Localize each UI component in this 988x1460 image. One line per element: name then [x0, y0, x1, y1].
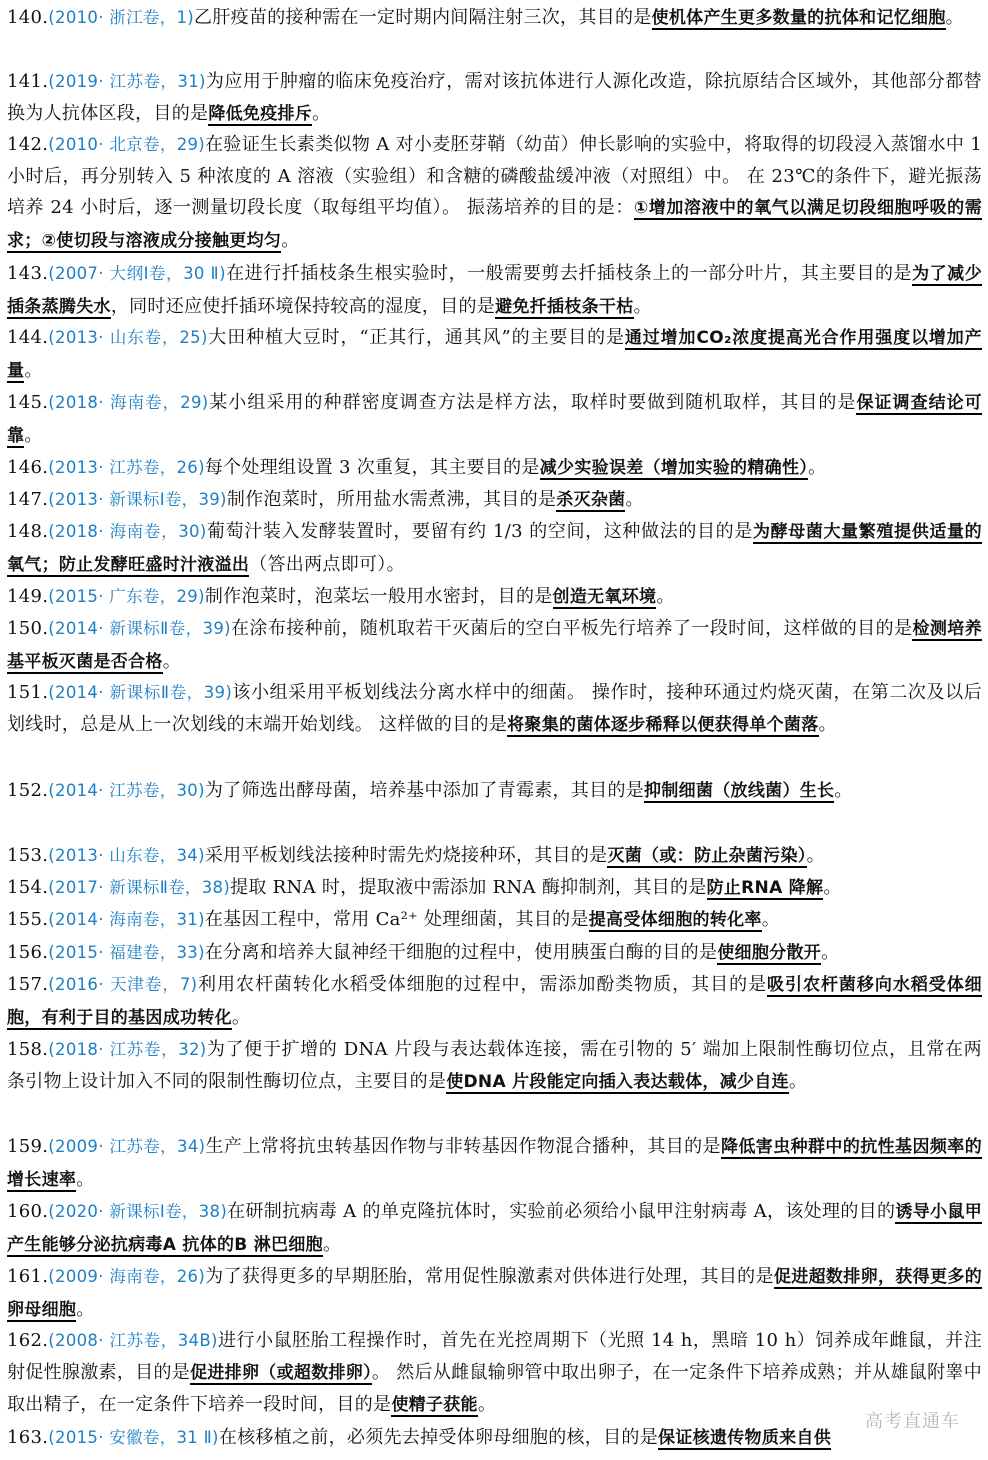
question-163 [7, 1422, 982, 1455]
question-142 [7, 129, 982, 257]
question-text: 乙肝疫苗的接种需在一定时期内间隔注射三次，其目的是 [194, 7, 652, 28]
exam-source: (2017· 新课标Ⅱ卷，38) [48, 878, 231, 897]
exam-source: (2013· 山东卷，25) [48, 328, 208, 347]
question-text: 在研制抗病毒 A 的单克隆抗体时，实验前必须给小鼠甲注射病毒 A，该处理的目的 [227, 1201, 896, 1222]
question-151 [7, 677, 982, 741]
question-144 [7, 322, 982, 387]
question-tail: 。 [24, 359, 43, 381]
answer: 将聚集的菌体逐步稀释以便获得单个菌落 [507, 714, 819, 735]
question-text: 在进行扦插枝条生根实验时，一般需要剪去扦插枝条上的一部分叶片，其主要目的是 [225, 263, 913, 284]
answer: 减少实验误差（增加实验的精确性） [539, 458, 809, 478]
exam-source: (2013· 山东卷，34) [48, 846, 205, 865]
question-number: 150. [7, 618, 49, 639]
question-number: 151. [7, 682, 49, 703]
exam-source: (2014· 海南卷，31) [48, 910, 205, 929]
question-text: 提取 RNA 时，提取液中需添加 RNA 酶抑制剂，其目的是 [230, 877, 707, 898]
question-tail: 。 [76, 1168, 95, 1190]
question-number: 149. [7, 586, 49, 607]
question-tail: （答出两点即可）。 [249, 553, 405, 575]
exam-source: (2018· 江苏卷，32) [48, 1040, 207, 1059]
exam-source: (2015· 广东卷，29) [48, 587, 205, 606]
answer: 促进排卵（或超数排卵） [190, 1362, 372, 1383]
answer: ①增加溶液中的氧气以满足切段细胞呼吸的需求；②使切段与溶液成分接触更均匀 [7, 198, 982, 251]
question-152 [7, 775, 982, 808]
question-text: 生产上常将抗虫转基因作物与非转基因作物混合播种，其目的是 [205, 1136, 721, 1157]
answer: 为酵母菌大量繁殖提供适量的氧气；防止发酵旺盛时汁液溢出 [7, 522, 982, 575]
question-text: 每个处理组设置 3 次重复，其主要目的是 [204, 457, 540, 478]
answer: 保证调查结论可靠 [7, 393, 982, 446]
exam-source: (2013· 江苏卷，26) [48, 458, 205, 477]
question-text: 葡萄汁装入发酵装置时，要留有约 1/3 的空间，这种做法的目的是 [206, 521, 753, 542]
watermark: 高考直通车 [865, 1411, 960, 1432]
question-tail: 。 [945, 7, 964, 28]
answer-2: 使精子获能 [391, 1395, 478, 1415]
answer: 使细胞分散开 [717, 943, 822, 963]
question-157 [7, 969, 982, 1034]
question-number: 162. [7, 1330, 49, 1351]
question-number: 155. [7, 909, 49, 930]
exam-source: (2008· 江苏卷，34B) [48, 1331, 218, 1350]
question-146 [7, 452, 982, 485]
answer: 为了减少插条蒸腾失水 [7, 264, 982, 317]
question-text: 在验证生长素类似物 A 对小麦胚芽鞘（幼苗）伸长影响的实验中，将取得的切段浸入蒸馏水中 1 小时后，再分别转入 5 种浓度的 A 溶液（实验组）和含糖的磷酸盐缓冲液（对照组）中。 在 23℃的条件下，避光振荡培养 24 小时后，逐一测量切段长度（取每组平均值）。 振荡培养的目的是： [7, 134, 982, 218]
answer: 灭菌（或：防止杂菌污染） [607, 846, 807, 866]
answer: 通过增加CO₂浓度提高光合作用强度以增加产量 [7, 328, 982, 381]
exam-source: (2016· 天津卷，7) [48, 975, 198, 994]
question-148 [7, 516, 982, 581]
question-text: 进行小鼠胚胎工程操作时，首先在光控周期下（光照 14 h，黑暗 10 h）饲养成年雌鼠，并注射促性腺激素，目的是 [7, 1330, 982, 1383]
answer: 促进超数排卵，获得更多的卵母细胞 [7, 1267, 982, 1320]
question-text: 为了便于扩增的 DNA 片段与表达载体连接，需在引物的 5′ 端加上限制性酶切位点，且常在两条引物上设计加入不同的限制性酶切位点，主要目的是 [7, 1039, 982, 1092]
exam-source: (2014· 新课标Ⅱ卷，39) [48, 683, 233, 702]
question-number: 157. [7, 974, 49, 995]
answer: 创造无氧环境 [552, 587, 657, 607]
question-text: 在基因工程中，常用 Ca²⁺ 处理细菌，其目的是 [204, 909, 589, 930]
question-tail: 。 [76, 1298, 95, 1320]
question-text: 利用农杆菌转化水稻受体细胞的过程中，需添加酚类物质，其目的是 [197, 974, 768, 995]
question-number: 147. [7, 489, 49, 510]
answer: 检测培养基平板灭菌是否合格 [7, 619, 982, 672]
exam-source: (2018· 海南卷，30) [48, 522, 207, 541]
question-tail: 。 [322, 1233, 342, 1255]
question-text: 在涂布接种前，随机取若干灭菌后的空白平板先行培养了一段时间，这样做的目的是 [230, 618, 913, 639]
question-tail: 。 [806, 845, 825, 866]
answer-2: 避免扦插枝条干枯 [495, 296, 634, 317]
exam-source: (2007· 大纲Ⅰ卷，30 Ⅱ) [48, 264, 226, 283]
answer: 杀灭杂菌 [556, 490, 626, 510]
answer: 使DNA 片段能定向插入表达载体，减少自连 [446, 1071, 789, 1092]
question-158 [7, 1034, 982, 1098]
question-number: 144. [7, 327, 49, 348]
question-tail-2: 。 [633, 295, 652, 317]
exam-source: (2010· 北京卷，29) [48, 135, 206, 154]
question-160 [7, 1196, 982, 1261]
question-tail: 。 [162, 650, 182, 672]
answer: 使机体产生更多数量的抗体和记忆细胞 [651, 8, 946, 28]
question-154 [7, 872, 982, 905]
exam-source: (2018· 海南卷，29) [48, 393, 209, 412]
question-tail: 。 [761, 909, 781, 930]
question-155 [7, 904, 982, 937]
question-tail: 。 [808, 457, 827, 478]
question-text: 在核移植之前，必须先去掉受体卵母细胞的核，目的是 [218, 1427, 659, 1448]
answer: 降低免疫排斥 [208, 103, 313, 124]
question-text: 某小组采用的种群密度调查方法是样方法，取样时要做到随机取样，其目的是 [208, 392, 857, 413]
exam-source: (2009· 江苏卷，34) [48, 1137, 206, 1156]
question-tail: 。 [231, 1006, 251, 1028]
question-text: 该小组采用平板划线法分离水样中的细菌。 操作时，接种环通过灼烧灭菌，在第二次及以后划线时，总是从上一次划线的末端开始划线。 这样做的目的是 [7, 682, 982, 735]
question-text: 为应用于肿瘤的临床免疫治疗，需对该抗体进行人源化改造，除抗原结合区域外，其他部分都替换为人抗体区段，目的是 [7, 71, 982, 124]
question-number: 154. [7, 877, 49, 898]
question-number: 141. [7, 71, 49, 92]
question-156 [7, 937, 982, 970]
question-number: 142. [7, 134, 49, 155]
question-number: 148. [7, 521, 49, 542]
question-text: 在分离和培养大鼠神经干细胞的过程中，使用胰蛋白酶的目的是 [204, 942, 718, 963]
question-text: 为了获得更多的早期胚胎，常用促性腺激素对供体进行处理，其目的是 [205, 1266, 774, 1287]
question-tail: 。 [788, 1070, 808, 1092]
question-tail: 。 然后从雌鼠输卵管中取出卵子，在一定条件下培养成熟；并从雄鼠附睾中取出精子，在一定条件下培养一段时间，目的是 [7, 1361, 983, 1415]
question-number: 156. [7, 942, 49, 963]
question-number: 140. [7, 7, 49, 28]
exam-source: (2020· 新课标Ⅰ卷，38) [48, 1202, 228, 1221]
question-tail: 。 [281, 229, 300, 251]
exam-source: (2019· 江苏卷，31) [48, 72, 206, 91]
answer: 降低害虫种群中的抗性基因频率的增长速率 [7, 1137, 982, 1190]
question-number: 145. [7, 392, 49, 413]
question-tail: 。 [656, 586, 675, 607]
question-tail: 。 [834, 780, 853, 801]
question-145 [7, 387, 982, 452]
question-141 [7, 66, 982, 130]
question-number: 163. [7, 1427, 49, 1448]
exam-source: (2014· 新课标Ⅱ卷，39) [48, 619, 231, 638]
question-140 [7, 2, 982, 35]
exam-source: (2014· 江苏卷，30) [48, 781, 205, 800]
question-number: 143. [7, 263, 49, 284]
question-tail: 。 [818, 713, 837, 735]
question-159 [7, 1131, 982, 1196]
exam-source: (2013· 新课标Ⅰ卷，39) [48, 490, 227, 509]
answer: 保证核遗传物质来自供 [658, 1428, 832, 1448]
question-161 [7, 1261, 982, 1326]
question-149 [7, 581, 982, 614]
question-153 [7, 840, 982, 873]
exam-source: (2009· 海南卷，26) [48, 1267, 206, 1286]
question-number: 146. [7, 457, 49, 478]
answer: 吸引农杆菌移向水稻受体细胞，有利于目的基因成功转化 [7, 975, 982, 1028]
question-number: 152. [7, 780, 49, 801]
question-text: 采用平板划线法接种时需先灼烧接种环，其目的是 [204, 845, 608, 866]
answer: 抑制细菌（放线菌）生长 [644, 781, 835, 801]
exam-source: (2015· 安徽卷，31 Ⅱ) [48, 1428, 219, 1447]
question-number: 153. [7, 845, 49, 866]
question-number: 158. [7, 1039, 49, 1060]
question-text: 为了筛选出酵母菌，培养基中添加了青霉素，其目的是 [204, 780, 645, 801]
question-tail: ，同时还应使扦插环境保持较高的湿度，目的是 [110, 295, 496, 317]
answer: 提高受体细胞的转化率 [588, 910, 762, 930]
answer: 诱导小鼠甲产生能够分泌抗病毒A 抗体的B 淋巴细胞 [7, 1202, 983, 1255]
exam-source: (2015· 福建卷，33) [48, 943, 205, 962]
question-tail: 。 [24, 424, 43, 446]
question-162 [7, 1325, 982, 1422]
question-tail: 。 [312, 102, 331, 124]
question-tail: 。 [625, 489, 644, 510]
question-number: 159. [7, 1136, 49, 1157]
question-147 [7, 484, 982, 517]
question-text: 制作泡菜时，所用盐水需煮沸，其目的是 [226, 489, 557, 510]
exam-source: (2010· 浙江卷，1) [48, 8, 195, 27]
question-text: 制作泡菜时，泡菜坛一般用水密封，目的是 [204, 586, 553, 607]
answer: 防止RNA 降解 [706, 878, 824, 898]
question-number: 161. [7, 1266, 49, 1287]
question-tail: 。 [823, 877, 842, 898]
question-tail-2: 。 [477, 1394, 497, 1415]
question-tail: 。 [821, 942, 840, 963]
question-150 [7, 613, 982, 678]
question-143 [7, 258, 982, 323]
question-text: 大田种植大豆时，“正其行，通其风”的主要目的是 [207, 327, 625, 348]
question-number: 160. [7, 1201, 49, 1222]
